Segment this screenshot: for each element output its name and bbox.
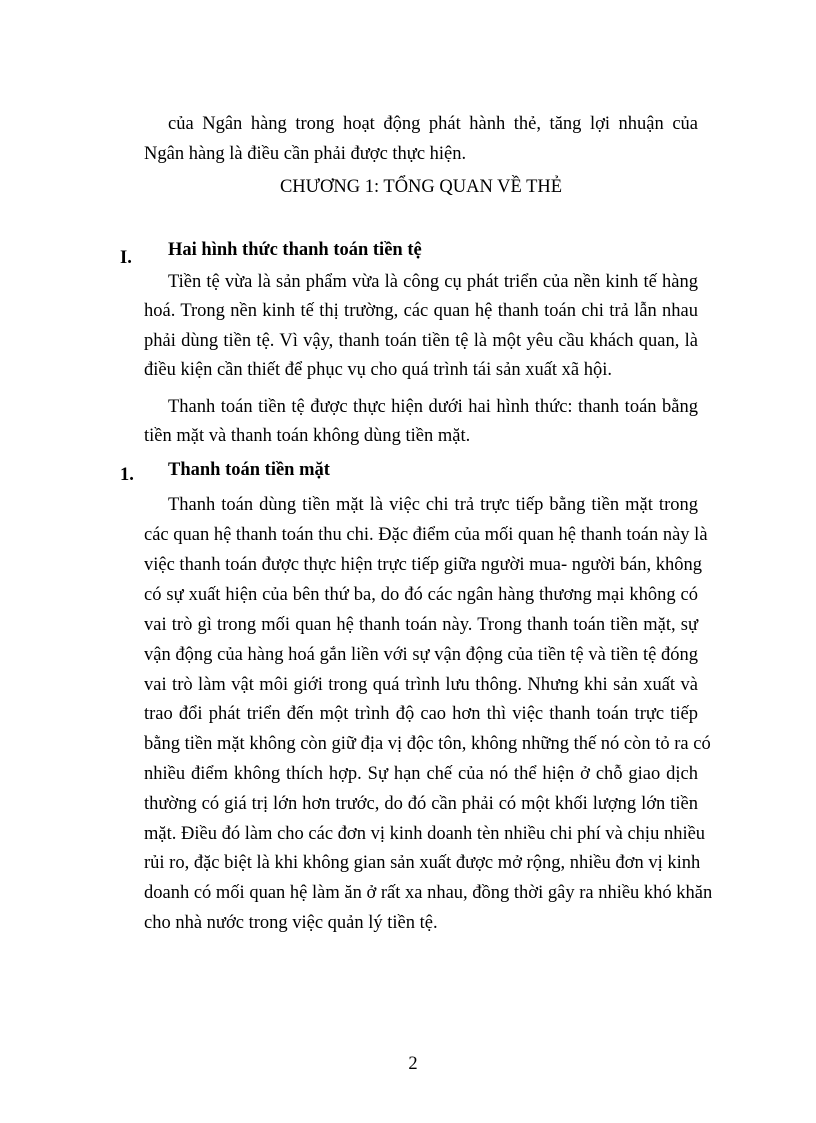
body-text-line: rủi ro, đặc biệt là khi không gian sản xuất được mở rộng, nhiều đơn vị kinh: [144, 853, 701, 873]
body-text-line: tiền mặt và thanh toán không dùng tiền mặt.: [144, 426, 471, 446]
body-text-line: vai trò làm vật môi giới trong quá trình lưu thông. Nhưng khi sản xuất và: [144, 675, 698, 695]
page-number: 2: [408, 1054, 418, 1074]
subsection-number: 1.: [120, 465, 134, 485]
body-text-line: mặt. Điều đó làm cho các đơn vị kinh doanh tèn nhiều chi phí và chịu nhiều: [144, 824, 706, 844]
body-text-line: trao đổi phát triển đến một trình độ cao hơn thì việc thanh toán trực tiếp: [144, 704, 698, 724]
section-number: I.: [120, 248, 132, 268]
body-text-line: phải dùng tiền tệ. Vì vậy, thanh toán tiền tệ là một yêu cầu khách quan, là: [144, 331, 698, 351]
body-text-line: Ngân hàng là điều cần phải được thực hiện.: [144, 144, 467, 164]
body-text-line: của Ngân hàng trong hoạt động phát hành thẻ, tăng lợi nhuận của: [168, 114, 698, 134]
body-text-line: cho nhà nước trong việc quản lý tiền tệ.: [144, 913, 438, 933]
subsection-title: Thanh toán tiền mặt: [168, 460, 330, 480]
body-text-line: vai trò gì trong mối quan hệ thanh toán này. Trong thanh toán tiền mặt, sự: [144, 615, 698, 635]
body-text-line: thường có giá trị lớn hơn trước, do đó cần phải có một khối lượng lớn tiền: [144, 794, 698, 814]
body-text-line: có sự xuất hiện của bên thứ ba, do đó các ngân hàng thương mại không có: [144, 585, 698, 605]
body-text-line: hoá. Trong nền kinh tế thị trường, các quan hệ thanh toán chi trả lẫn nhau: [144, 301, 698, 321]
section-title: Hai hình thức thanh toán tiền tệ: [168, 240, 422, 260]
body-text-line: điều kiện cần thiết để phục vụ cho quá trình tái sản xuất xã hội.: [144, 360, 613, 380]
body-text-line: Tiền tệ vừa là sản phẩm vừa là công cụ phát triển của nền kinh tế hàng: [168, 272, 698, 292]
chapter-title: CHƯƠNG 1: TỔNG QUAN VỀ THẺ: [279, 177, 563, 197]
body-text-line: Thanh toán tiền tệ được thực hiện dưới hai hình thức: thanh toán bằng: [168, 397, 698, 417]
body-text-line: bằng tiền mặt không còn giữ địa vị độc tôn, không những thế nó còn tỏ ra có: [144, 734, 711, 754]
body-text-line: Thanh toán dùng tiền mặt là việc chi trả trực tiếp bằng tiền mặt trong: [168, 495, 698, 515]
body-text-line: doanh có mối quan hệ làm ăn ở rất xa nhau, đồng thời gây ra nhiều khó khăn: [144, 883, 713, 903]
body-text-line: các quan hệ thanh toán thu chi. Đặc điểm của mối quan hệ thanh toán này là: [144, 525, 708, 545]
body-text-line: vận động của hàng hoá gắn liền với sự vận động của tiền tệ và tiền tệ đóng: [144, 645, 698, 665]
body-text-line: việc thanh toán được thực hiện trực tiếp giữa người mua- người bán, không: [144, 555, 703, 575]
body-text-line: nhiều điểm không thích hợp. Sự hạn chế của nó thể hiện ở chỗ giao dịch: [144, 764, 698, 784]
